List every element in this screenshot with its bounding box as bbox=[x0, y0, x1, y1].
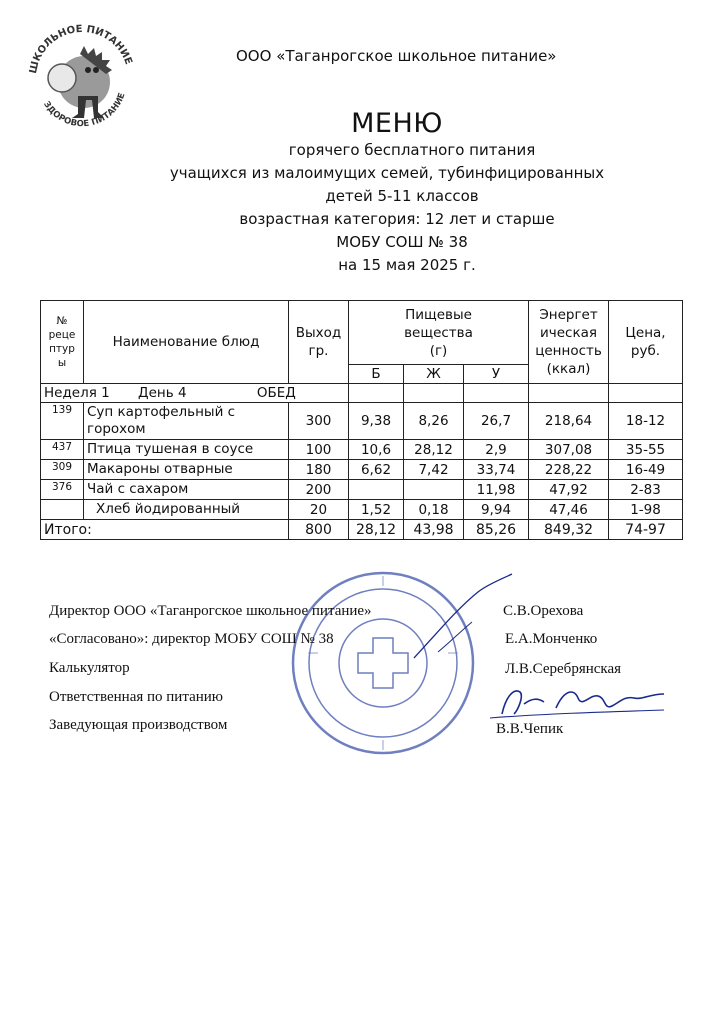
subtitle-line: горячего бесплатного питания bbox=[288, 141, 536, 159]
header-energy: Энергет ическая ценность (ккал) bbox=[529, 301, 609, 384]
dish-name: Чай с сахаром bbox=[84, 480, 289, 500]
header-recipe-number: № реце птур ы bbox=[41, 301, 84, 384]
header-nutrients: Пищевые вещества (г) bbox=[349, 301, 529, 365]
header-fats: Ж bbox=[404, 365, 464, 384]
logo-top-text: ШКОЛЬНОЕ ПИТАНИЕ bbox=[27, 23, 134, 75]
school-name: МОБУ СОШ № 38 bbox=[336, 233, 468, 251]
company-name: ООО «Таганрогское школьное питание» bbox=[236, 47, 557, 65]
signature-role: Ответственная по питанию bbox=[49, 689, 223, 705]
signature-role: Заведующая производством bbox=[49, 717, 228, 733]
total-label: Итого: bbox=[41, 520, 289, 540]
subtitle-line: возрастная категория: 12 лет и старше bbox=[239, 210, 555, 228]
table-row: 309 Макароны отварные 180 6,62 7,42 33,74 228,22 16-49 bbox=[41, 460, 683, 480]
header-proteins: Б bbox=[349, 365, 404, 384]
meal-label: ОБЕД bbox=[256, 385, 296, 401]
header-yield: Выход гр. bbox=[289, 301, 349, 384]
total-row: Итого: 800 28,12 43,98 85,26 849,32 74-97 bbox=[41, 520, 683, 540]
signature-role: Директор ООО «Таганрогское школьное питание» bbox=[49, 603, 372, 619]
pen-stroke bbox=[408, 572, 518, 662]
logo-bottom-text: ЗДОРОВОЕ ПИТАНИЕ bbox=[41, 91, 128, 130]
signature-name: С.В.Орехова bbox=[503, 603, 584, 619]
signature-name: Л.В.Серебрянская bbox=[505, 661, 622, 677]
menu-date: на 15 мая 2025 г. bbox=[338, 256, 476, 274]
menu-table bbox=[40, 300, 683, 540]
table-row: 139 Суп картофельный с горохом 300 9,38 8,26 26,7 218,64 18-12 bbox=[41, 403, 683, 440]
subtitle-line: учащихся из малоимущих семей, тубинфицированных bbox=[169, 164, 605, 182]
table-row: Хлеб йодированный 20 1,52 0,18 9,94 47,46 1-98 bbox=[41, 500, 683, 520]
dish-name: Макароны отварные bbox=[84, 460, 289, 480]
dish-name: Птица тушеная в соусе bbox=[84, 440, 289, 460]
table-row: 437 Птица тушеная в соусе 100 10,6 28,12 2,9 307,08 35-55 bbox=[41, 440, 683, 460]
signature-role: Калькулятор bbox=[49, 660, 130, 676]
header-price: Цена, руб. bbox=[609, 301, 683, 384]
week-day-cell bbox=[41, 384, 349, 403]
day-label: День 4 bbox=[138, 385, 187, 401]
handwritten-signature bbox=[480, 684, 670, 720]
table-row: 376 Чай с сахаром 200 11,98 47,92 2-83 bbox=[41, 480, 683, 500]
week-label: Неделя 1 bbox=[44, 385, 110, 401]
title-block bbox=[0, 108, 724, 277]
dish-name: Хлеб йодированный bbox=[84, 500, 289, 520]
signature-name: Е.А.Монченко bbox=[505, 631, 598, 647]
dish-name: Суп картофельный с горохом bbox=[84, 403, 289, 440]
week-day-row bbox=[41, 384, 683, 403]
menu-title: МЕНЮ bbox=[351, 108, 443, 139]
header-dish-name: Наименование блюд bbox=[84, 301, 289, 384]
header-carbs: У bbox=[464, 365, 529, 384]
signature-name: В.В.Чепик bbox=[496, 721, 564, 737]
subtitle-line: детей 5-11 классов bbox=[325, 187, 479, 205]
signature-role: «Согласовано»: директор МОБУ СОШ № 38 bbox=[49, 631, 334, 647]
